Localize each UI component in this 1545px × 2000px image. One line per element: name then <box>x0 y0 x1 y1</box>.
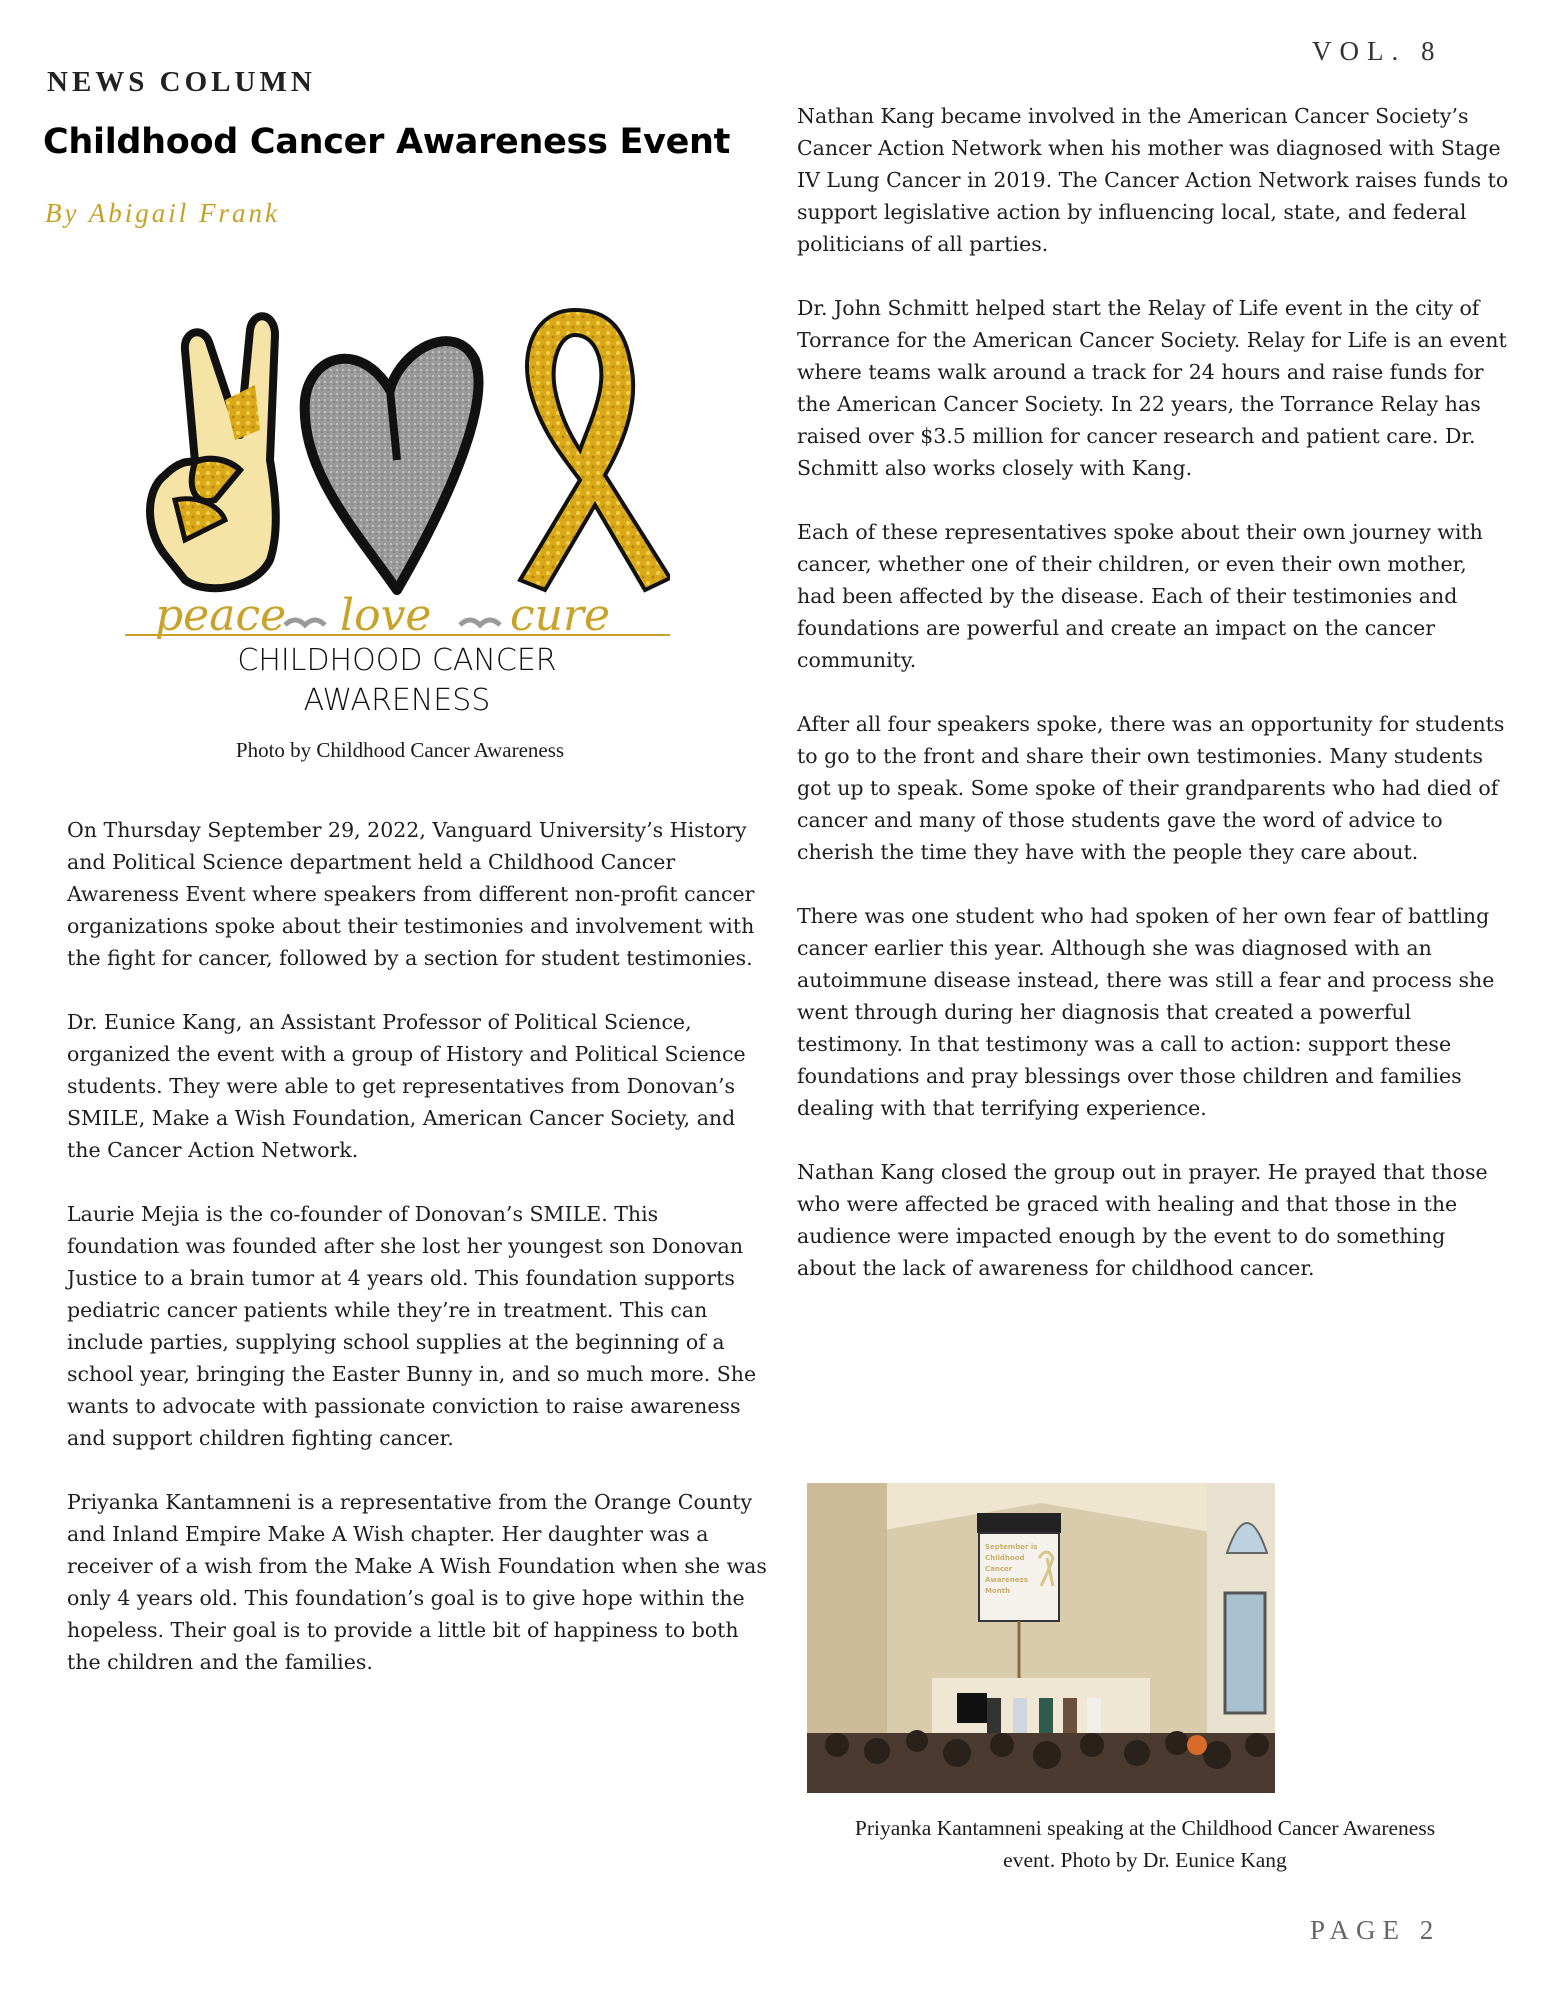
paragraph: Priyanka Kantamneni is a representative from the Orange County and Inland Empire Make A Wish chapter. Her daughter was a receiver of a wish from the Make A Wish Foundation when she was only 4 years old. This foundation’s goal is to give hope within the hopeless. Their goal is to provide a little bit of happiness to both the children and the families. <box>67 1490 767 1674</box>
paragraph: After all four speakers spoke, there was an opportunity for students to go to the front and share their own testimonies. Many students got up to speak. Some spoke of their grandparents who had died of cancer and many of those students gave the word of advice to cherish the time they have with the people they care about. <box>797 712 1505 864</box>
left-column <box>67 814 767 1710</box>
graphic-line1: CHILDHOOD CANCER <box>237 643 557 678</box>
photo-caption-line: Priyanka Kantamneni speaking at the Childhood Cancer Awareness <box>854 1816 1436 1840</box>
script-word: cure <box>510 590 611 641</box>
graphic-caption: Photo by Childhood Cancer Awareness <box>235 738 565 762</box>
small-heart-icon <box>285 620 325 625</box>
awareness-ribbon-icon <box>520 310 670 590</box>
svg-text:Cancer: Cancer <box>985 1565 1013 1573</box>
peace-hand-icon <box>150 316 276 588</box>
small-heart-icon <box>460 620 500 625</box>
paragraph: Nathan Kang closed the group out in prayer. He prayed that those who were affected be graced with healing and that those in the audience were impacted enough by the event to do something about the lack of awareness for childhood cancer. <box>797 1160 1488 1280</box>
paragraph: Dr. Eunice Kang, an Assistant Professor of Political Science, organized the event with a group of History and Political Science students. They were able to get representatives from Donovan’s SMILE, Make a Wish Foundation, American Cancer Society, and the Cancer Action Network. <box>67 1010 746 1162</box>
svg-text:September is: September is <box>985 1543 1038 1551</box>
byline: By Abigail Frank <box>45 198 280 228</box>
awareness-graphic <box>125 290 670 720</box>
photo-caption-line: event. Photo by Dr. Eunice Kang <box>1003 1848 1287 1872</box>
page-number: PAGE 2 <box>1310 1915 1441 1945</box>
right-column <box>797 100 1509 1316</box>
peace-love-cure-script <box>125 590 670 641</box>
graphic-line2: AWARENESS <box>303 683 491 718</box>
paragraph: There was one student who had spoken of her own fear of battling cancer earlier this year. Although she was diagnosed with an autoimmune disease instead, there was still a fear and process she went through during her diagnosis that created a powerful testimony. In that testimony was a call to action: support these foundations and pray blessings over those children and families dealing with that terrifying experience. <box>797 904 1495 1120</box>
paragraph: On Thursday September 29, 2022, Vanguard University’s History and Political Science department held a Childhood Cancer Awareness Event where speakers from different non-profit cancer organizations spoke about their testimonies and involvement with the fight for cancer, followed by a section for student testimonies. <box>67 818 755 970</box>
script-word: peace <box>155 590 287 641</box>
svg-text:Awareness: Awareness <box>985 1576 1028 1584</box>
svg-text:Month: Month <box>985 1587 1011 1595</box>
volume-label: VOL. 8 <box>1312 36 1443 66</box>
paragraph: Laurie Mejia is the co-founder of Donovan’s SMILE. This foundation was founded after she lost her youngest son Donovan Justice to a brain tumor at 4 years old. This foundation supports pediatric cancer patients while they’re in treatment. This can include parties, supplying school supplies at the beginning of a school year, bringing the Easter Bunny in, and so much more. She wants to advocate with passionate conviction to raise awareness and support children fighting cancer. <box>67 1202 757 1450</box>
event-photo <box>807 1483 1275 1793</box>
paragraph: Each of these representatives spoke about their own journey with cancer, whether one of their children, or even their own mother, had been affected by the disease. Each of their testimonies and foundations are powerful and create an impact on the cancer community. <box>797 520 1483 672</box>
script-word: love <box>340 590 432 641</box>
paragraph: Dr. John Schmitt helped start the Relay of Life event in the city of Torrance for the American Cancer Society. Relay for Life is an event where teams walk around a track for 24 hours and raise funds for the American Cancer Society. In 22 years, the Torrance Relay has raised over $3.5 million for cancer research and patient care. Dr. Schmitt also works closely with Kang. <box>797 296 1507 480</box>
heart-icon <box>305 341 479 590</box>
paragraph: Nathan Kang became involved in the American Cancer Society’s Cancer Action Network when his mother was diagnosed with Stage IV Lung Cancer in 2019. The Cancer Action Network raises funds to support legislative action by influencing local, state, and federal politicians of all parties. <box>797 104 1509 256</box>
svg-text:Childhood: Childhood <box>985 1554 1025 1562</box>
article-title: Childhood Cancer Awareness Event <box>43 122 731 162</box>
photo-caption <box>775 1812 1515 1876</box>
section-label: NEWS COLUMN <box>47 66 316 98</box>
